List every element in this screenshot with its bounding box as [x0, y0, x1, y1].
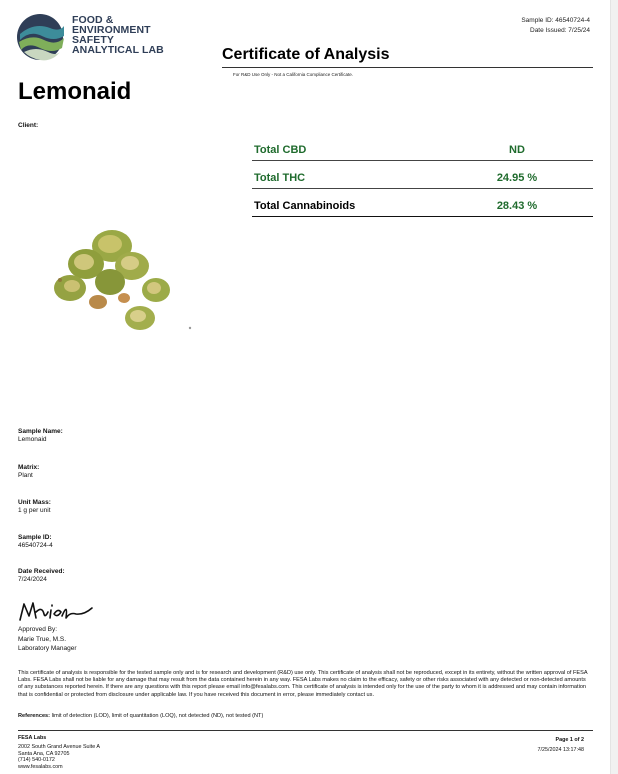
- unit-mass-block: [18, 499, 51, 515]
- references-line: [18, 713, 263, 719]
- logo-line: ENVIRONMENT: [72, 24, 151, 36]
- footer-page-info: [538, 735, 584, 755]
- sample-id-label: Sample ID:: [18, 534, 52, 541]
- sample-name-value: Lemonaid: [18, 436, 47, 443]
- date-received-label: Date Received:: [18, 568, 65, 575]
- approver-name: Marie True, M.S.: [18, 635, 67, 643]
- header-meta: [521, 16, 590, 36]
- header-date-issued: Date Issued: 7/25/24: [530, 27, 590, 34]
- sample-id-block: [18, 534, 53, 550]
- page-number: Page 1 of 2: [555, 737, 584, 743]
- references-text: limit of detection (LOD), limit of quantitation (LOQ), not detected (ND), not tested (NT): [51, 713, 264, 719]
- product-photo: [40, 210, 220, 350]
- footer-company: FESA Labs: [18, 735, 47, 741]
- logo-line: FOOD &: [72, 14, 114, 26]
- footer-address-line2: Santa Ana, CA 92705: [18, 750, 70, 757]
- logo-wordmark: [72, 15, 164, 55]
- sample-name-block: [18, 428, 63, 444]
- footer-divider: [18, 730, 593, 731]
- result-value: ND: [509, 143, 525, 156]
- approver-role: Laboratory Manager: [18, 645, 77, 652]
- result-label: Total CBD: [254, 143, 307, 156]
- legal-disclaimer: This certificate of analysis is responsible for the tested sample only and is for research and development (R&D) use only. This certificate of analysis shall not be reproduced, except in its entirety, without the written approval of FESA Labs. FESA Labs shall not be liable for any damage that may result from the data contained herein in any way. FESA Labs makes no claim to the efficacy, safety or other risks associated with any detected or non-detected amounts of any substances reported herein. If there are any questions with this report please email info@fesalabs.com. This certificate of analysis is intended only for the use of the party to whom it is addressed and may contain information that is confidential or protected from disclosure under applicable law. If you have received this document in error, please immediately contact us.: [18, 670, 588, 698]
- approved-by-label: Approved By:: [18, 626, 58, 633]
- vertical-scrollbar[interactable]: [610, 0, 618, 774]
- result-label: Total Cannabinoids: [254, 199, 356, 212]
- result-label: Total THC: [254, 171, 306, 184]
- result-row-total-cannabinoids: [252, 195, 593, 217]
- sample-id-value: 46540724-4: [18, 542, 53, 549]
- footer-phone: (714) 540-0172: [18, 757, 55, 764]
- references-label: References:: [18, 713, 51, 719]
- unit-mass-label: Unit Mass:: [18, 499, 51, 506]
- sample-name-label: Sample Name:: [18, 428, 63, 435]
- result-value: 24.95 %: [496, 171, 538, 184]
- matrix-block: [18, 464, 39, 480]
- footer-website: www.fesalabs.com: [18, 763, 63, 770]
- cannabis-buds-image: [54, 230, 191, 330]
- approval-block: [18, 625, 77, 654]
- product-name: Lemonaid: [18, 78, 132, 105]
- rd-disclaimer: For R&D Use Only - Not a California Compliance Certificate.: [233, 72, 354, 77]
- results-summary: [252, 139, 593, 217]
- result-row-total-cbd: [252, 139, 593, 161]
- header-sample-id: Sample ID: 46540724-4: [521, 17, 590, 24]
- client-label: Client:: [18, 122, 39, 129]
- footer-timestamp: 7/25/2024 13:17:48: [537, 747, 584, 753]
- matrix-label: Matrix:: [18, 464, 40, 471]
- logo-line: SAFETY: [72, 34, 115, 46]
- fesa-logo: [16, 12, 176, 64]
- document-title: Certificate of Analysis: [222, 46, 390, 63]
- result-row-total-thc: [252, 167, 593, 189]
- logo-line: ANALYTICAL LAB: [72, 44, 164, 56]
- fesa-logo-mark: [16, 12, 68, 62]
- footer-address: [18, 735, 100, 770]
- result-value: 28.43 %: [496, 199, 538, 212]
- date-received-block: [18, 568, 65, 584]
- unit-mass-value: 1 g per unit: [18, 507, 51, 514]
- signature-image: [18, 598, 98, 624]
- header-divider: [222, 67, 593, 68]
- footer-address-line1: 2002 South Grand Avenue Suite A: [18, 744, 101, 751]
- date-received-value: 7/24/2024: [18, 576, 47, 583]
- matrix-value: Plant: [18, 472, 33, 479]
